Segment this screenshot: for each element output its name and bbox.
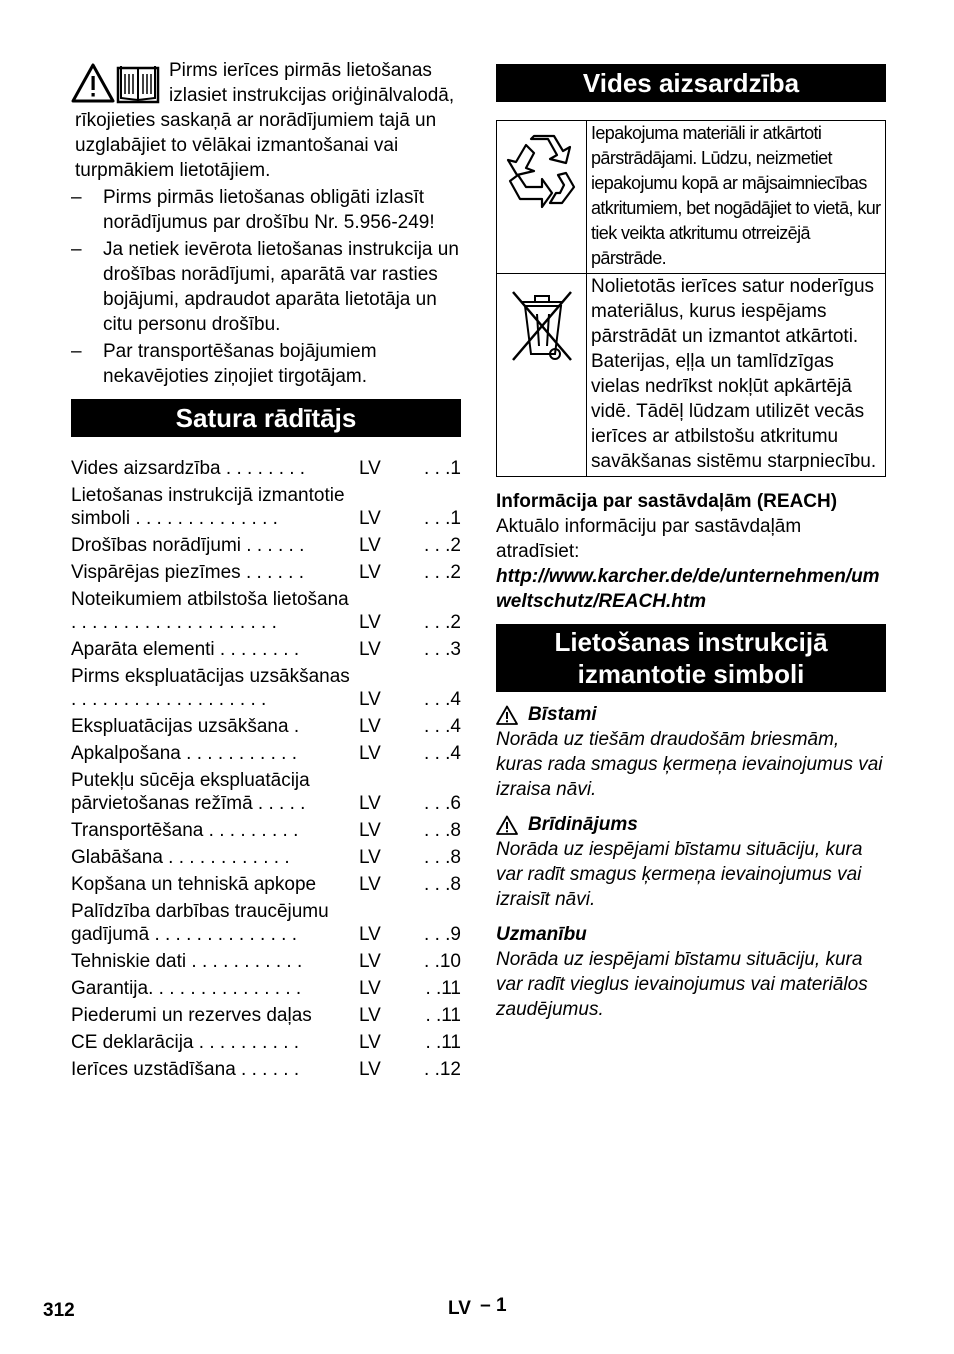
toc-entry-language: LV bbox=[359, 508, 381, 529]
symbol-description: Norāda uz tiešām draudošām briesmām, kuras rada smagus ķermeņa ievainojumus vai izraisa nāvi. bbox=[496, 729, 883, 800]
toc-entry-title: Palīdzība darbības traucējumu gadījumā . . . . . . . . . . . . . . bbox=[71, 901, 329, 945]
toc-entry-language: LV bbox=[359, 1032, 381, 1053]
toc-entry-title: Glabāšana . . . . . . . . . . . . bbox=[71, 847, 290, 868]
intro-bullet-list bbox=[71, 185, 461, 389]
toc-entry-language: LV bbox=[359, 689, 381, 710]
toc-entry-page: . .11 bbox=[425, 978, 461, 999]
toc-entry-page: . . .3 bbox=[424, 639, 461, 660]
section-page: – 1 bbox=[480, 1295, 507, 1316]
toc-entry-title: Ierīces uzstādīšana . . . . . . bbox=[71, 1059, 300, 1080]
toc-entry-page: . .11 bbox=[425, 1005, 461, 1026]
toc-entry[interactable] bbox=[71, 869, 461, 896]
toc-entry[interactable] bbox=[71, 738, 461, 765]
intro-bullet: – Par transportēšanas bojājumiem nekavējoties ziņojiet tirgotājam. bbox=[71, 339, 461, 389]
reach-text: Aktuālo informāciju par sastāvdaļām atradīsiet: bbox=[496, 516, 802, 562]
warning-triangle-icon bbox=[71, 62, 161, 104]
toc-entry-language: LV bbox=[359, 978, 381, 999]
toc-entry-title: Aparāta elementi . . . . . . . . bbox=[71, 639, 300, 660]
toc-entry-page: . . .8 bbox=[424, 847, 461, 868]
recycling-icon bbox=[504, 131, 580, 209]
crossed-out-bin-icon bbox=[507, 284, 577, 364]
environment-row-text: Iepakojuma materiāli ir atkārtoti pārstrādājami. Lūdzu, neizmetiet iepakojumu kopā ar mājsaimniecības atkritumiem, bet nogādājiet to vietā, kur tiek veikta atkritumu otrreizējā pārstrāde. bbox=[587, 121, 886, 274]
toc-entry[interactable] bbox=[71, 634, 461, 661]
toc-entry-title: Drošības norādījumi . . . . . . bbox=[71, 535, 305, 556]
toc-entry-page: . . .8 bbox=[424, 874, 461, 895]
toc-entry-title: Transportēšana . . . . . . . . . bbox=[71, 820, 299, 841]
intro-section bbox=[71, 58, 461, 389]
toc-table bbox=[71, 453, 461, 1081]
toc-entry[interactable] bbox=[71, 530, 461, 557]
toc-entry-page: . . .1 bbox=[424, 508, 461, 529]
section-footer bbox=[448, 1296, 507, 1321]
toc-entry-language: LV bbox=[359, 639, 381, 660]
toc-entry-title: Pirms ekspluatācijas uzsākšanas . . . . . . . . . . . . . . . . . . . bbox=[71, 666, 350, 710]
symbol-description: Norāda uz iespējami bīstamu situāciju, kura var radīt vieglus ievainojumus vai materiālos zaudējumus. bbox=[496, 949, 868, 1020]
environment-row bbox=[497, 121, 886, 274]
toc-entry-page: . . .1 bbox=[424, 458, 461, 479]
toc-entry-language: LV bbox=[359, 612, 381, 633]
toc-entry-title: Lietošanas instrukcijā izmantotie simboli . . . . . . . . . . . . . . bbox=[71, 485, 345, 529]
toc-entry-language: LV bbox=[359, 924, 381, 945]
toc-entry[interactable] bbox=[71, 1000, 461, 1027]
symbol-item-danger bbox=[496, 702, 886, 802]
toc-entry[interactable] bbox=[71, 661, 461, 711]
environment-table bbox=[496, 120, 886, 477]
toc-entry[interactable] bbox=[71, 842, 461, 869]
toc-entry[interactable] bbox=[71, 557, 461, 584]
toc-entry-title: Putekļu sūcēja ekspluatācija pārvietošanas režīmā . . . . . bbox=[71, 770, 310, 814]
toc-entry-title: Piederumi un rezerves daļas bbox=[71, 1005, 312, 1026]
toc-entry-title: Vispārējas piezīmes . . . . . . bbox=[71, 562, 305, 583]
toc-entry[interactable] bbox=[71, 1027, 461, 1054]
section-language: LV bbox=[448, 1298, 471, 1319]
intro-icons bbox=[71, 62, 161, 108]
toc-entry[interactable] bbox=[71, 765, 461, 815]
toc-entry-page: . . .4 bbox=[424, 689, 461, 710]
toc-entry-language: LV bbox=[359, 716, 381, 737]
toc-entry-page: . . .6 bbox=[424, 793, 461, 814]
toc-entry-page: . . .4 bbox=[424, 743, 461, 764]
toc-entry-page: . .12 bbox=[424, 1059, 461, 1080]
toc-entry[interactable] bbox=[71, 1054, 461, 1081]
toc-entry-title: Kopšana un tehniskā apkope bbox=[71, 874, 317, 895]
reach-title: Informācija par sastāvdaļām (REACH) bbox=[496, 491, 838, 512]
toc-entry[interactable] bbox=[71, 584, 461, 634]
toc-entry-language: LV bbox=[359, 793, 381, 814]
toc-entry-page: . .10 bbox=[424, 951, 461, 972]
environment-heading: Vides aizsardzība bbox=[496, 64, 886, 102]
toc-entry-title: Ekspluatācijas uzsākšana . bbox=[71, 716, 300, 737]
toc-entry-language: LV bbox=[359, 458, 381, 479]
toc-entry[interactable] bbox=[71, 711, 461, 738]
left-column bbox=[71, 58, 461, 1081]
toc-entry-language: LV bbox=[359, 951, 381, 972]
bin-icon-cell bbox=[497, 274, 587, 477]
toc-entry-language: LV bbox=[359, 874, 381, 895]
intro-text: Pirms ierīces pirmās lietošanas izlasiet instrukcijas oriģinālvalodā, rīkojieties saskaņā ar norādījumiem tajā un uzglabājiet to vēlākai izmantošanai vai turpmākiem lietotājiem. bbox=[75, 60, 455, 181]
page-number: 312 bbox=[43, 1300, 75, 1321]
toc-entry-page: . . .8 bbox=[424, 820, 461, 841]
toc-entry-page: . . .4 bbox=[424, 716, 461, 737]
toc-entry-language: LV bbox=[359, 562, 381, 583]
toc-entry-title: Apkalpošana . . . . . . . . . . . bbox=[71, 743, 297, 764]
symbol-item-caution bbox=[496, 922, 886, 1022]
toc-entry-title: Noteikumiem atbilstoša lietošana . . . . . . . . . . . . . . . . . . . . bbox=[71, 589, 349, 633]
intro-bullet: – Ja netiek ievērota lietošanas instrukcija un drošības norādījumi, aparātā var rasties bojājumi, apdraudot aparāta lietotāja un citu personu drošību. bbox=[71, 237, 461, 337]
toc-entry-title: Vides aizsardzība . . . . . . . . bbox=[71, 458, 306, 479]
toc-entry[interactable] bbox=[71, 480, 461, 530]
toc-heading: Satura rādītājs bbox=[71, 399, 461, 437]
toc-entry[interactable] bbox=[71, 946, 461, 973]
toc-entry-language: LV bbox=[359, 743, 381, 764]
environment-row bbox=[497, 274, 886, 477]
warning-triangle-icon bbox=[496, 705, 518, 725]
environment-row-text: Nolietotās ierīces satur noderīgus materiālus, kurus iespējams pārstrādāt un izmantot atkārtoti. Baterijas, eļļa un tamlīdzīgas vielas nedrīkst nokļūt apkārtējā vidē. Tādēļ lūdzam utilizēt vecās ierīces ar atbilstošu atkritumu savākšanas sistēmu starpniecību. bbox=[587, 274, 886, 477]
recycling-icon-cell bbox=[497, 121, 587, 274]
symbol-title: Brīdinājums bbox=[528, 814, 638, 835]
intro-bullet: – Pirms pirmās lietošanas obligāti izlasīt norādījumus par drošību Nr. 5.956-249! bbox=[71, 185, 461, 235]
toc-entry-page: . . .2 bbox=[424, 612, 461, 633]
symbols-heading: Lietošanas instrukcijā izmantotie simboli bbox=[496, 624, 886, 692]
toc-entry-page: . . .2 bbox=[424, 562, 461, 583]
symbol-title: Uzmanību bbox=[496, 924, 587, 945]
warning-triangle-icon bbox=[496, 815, 518, 835]
toc-entry-title: Tehniskie dati . . . . . . . . . . . bbox=[71, 951, 303, 972]
symbol-item-warning bbox=[496, 812, 886, 912]
toc-entry-language: LV bbox=[359, 820, 381, 841]
reach-url: http://www.karcher.de/de/unternehmen/umweltschutz/REACH.htm bbox=[496, 566, 880, 612]
toc-entry-language: LV bbox=[359, 847, 381, 868]
toc-entry-page: . .11 bbox=[425, 1032, 461, 1053]
toc-entry-title: CE deklarācija . . . . . . . . . . bbox=[71, 1032, 300, 1053]
manual-book-icon bbox=[118, 66, 158, 102]
toc-entry-language: LV bbox=[359, 535, 381, 556]
toc-entry[interactable] bbox=[71, 973, 461, 1000]
toc-entry-title: Garantija. . . . . . . . . . . . . . . bbox=[71, 978, 302, 999]
toc-entry-page: . . .9 bbox=[424, 924, 461, 945]
toc-entry-language: LV bbox=[359, 1059, 381, 1080]
toc-entry[interactable] bbox=[71, 896, 461, 946]
symbol-title: Bīstami bbox=[528, 704, 597, 725]
toc-entry[interactable] bbox=[71, 453, 461, 480]
toc-entry-page: . . .2 bbox=[424, 535, 461, 556]
toc-entry[interactable] bbox=[71, 815, 461, 842]
right-column bbox=[496, 64, 886, 1022]
symbol-description: Norāda uz iespējami bīstamu situāciju, kura var radīt smagus ķermeņa ievainojumus vai izraisīt nāvi. bbox=[496, 839, 863, 910]
toc-entry-language: LV bbox=[359, 1005, 381, 1026]
